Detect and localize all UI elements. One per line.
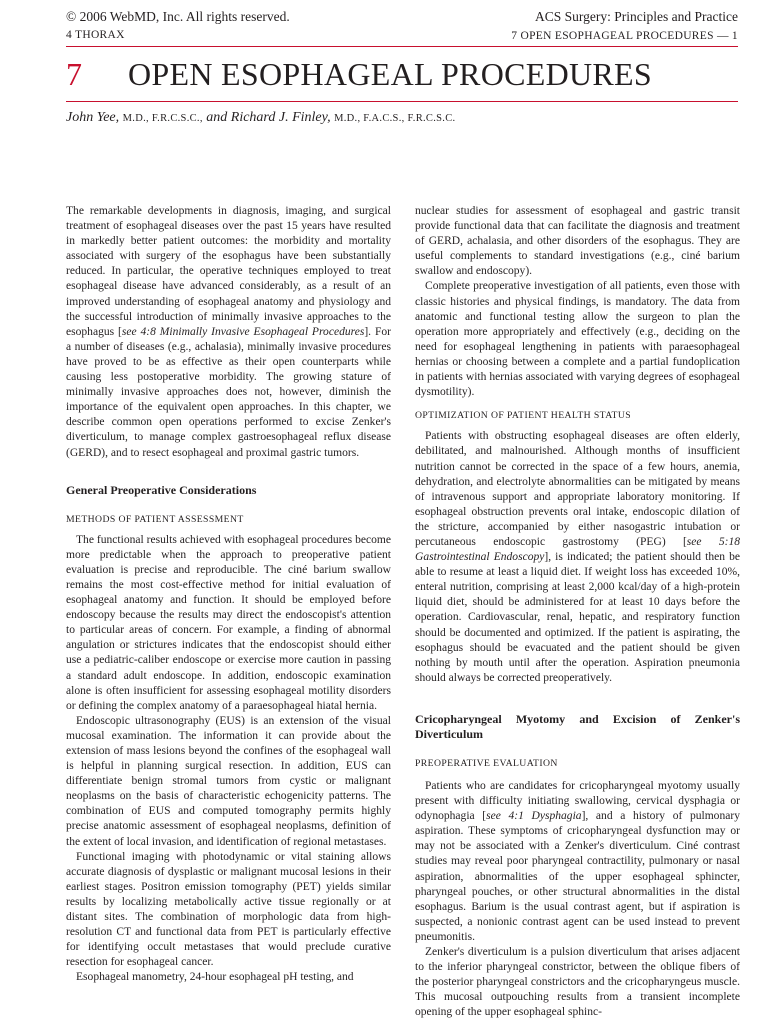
chapter-title-text: OPEN ESOPHAGEAL PROCEDURES [128,56,653,92]
author-name: Richard J. Finley, [230,110,331,125]
copyright-notice: © 2006 WebMD, Inc. All rights reserved. [66,9,290,24]
text-run: Patients who are candidates for cricopharyngeal myotomy usually present with difficulty initiating swallowing, cervical dysphagia or odynophagia [ [415,780,740,823]
section-label: 4 THORAX [66,29,125,41]
cross-reference: see 5:18 Gastrointestinal Endoscopy [415,535,740,564]
text-run: ]. For a number of diseases (e.g., achalasia), minimally invasive procedures have proved to be as effective as their open counterparts while causing less postoperative morbidity. The growing stature of minimally invasive approaches does not, however, diminish the importance of the equivalent open approaches. In this chapter, we describe common open operations performed to excise Zenker's diverticulum, to manage complex gastroesophageal reflux disease (GERD), and to resect esophageal and proximal gastric tumors. [66,325,391,459]
chapter-number: 7 [66,56,83,92]
intro-paragraph [66,204,391,461]
body-paragraph: Zenker's diverticulum is a pulsion diverticulum that arises adjacent to the inferior pharyngeal constrictor, between the oblique fibers of the posterior pharyngeal constrictors and the cricopharyngeus muscle. This mucosal outpouching results from a transient incomplete opening of the upper esophageal sphinc- [415,946,740,1019]
left-column [66,204,391,986]
body-paragraph: The functional results achieved with esophageal procedures become more predictable when the approach to preoperative patient evaluation is precise and reproducible. The ciné barium swallow remains the most cost-effective method for initial evaluation of esophageal anatomy and function. It should be employed before endoscopy because the results may direct the endoscopist's attention to particular areas of concern. For example, a finding of abnormal angulation or strictures indicates that the endoscopist should either use a pediatric-caliber endoscope or exercise more caution in passing a standard adult endoscope. In addition, endoscopic examination alone is often insufficient for assessing esophageal motility disorders or defining the complex anatomy of a paraesophageal hiatal hernia. [66,533,391,712]
subsection-heading: METHODS OF PATIENT ASSESSMENT [66,513,244,525]
chapter-title [66,54,746,94]
author-name: John Yee, [66,110,120,125]
author-credentials: M.D., F.R.C.S.C., [122,113,203,124]
body-paragraph [415,779,740,945]
text-run: ], and a history of pulmonary aspiration. These symptoms of cricopharyngeal dysfunction may or may not be associated with a Zenker's diverticulum. Ciné contrast studies may reveal poor pharyngeal contractility, pulmonary or nasal aspiration, abnormalities of the upper esophageal sphincter, pharyngeal pouches, or other structural abnormalities in the distal esophagus. Barium is the usual contrast agent, but if aspiration is suspected, a nonionic contrast agent can be used instead to prevent pneumonitis. [415,810,740,943]
author-conjunction: and [206,110,228,125]
subsection-heading: PREOPERATIVE EVALUATION [415,757,558,769]
title-rule [66,101,738,102]
author-line [66,110,455,126]
body-paragraph: nuclear studies for assessment of esophageal and gastric transit provide functional data that can facilitate the diagnosis and treatment of GERD, achalasia, and other disorders of the esophagus. They are useful complements to standard investigations (e.g., ciné barium swallow and endoscopy). [415,205,740,278]
author-credentials: M.D., F.A.C.S., F.R.C.S.C. [334,113,456,124]
header-rule [66,46,738,47]
book-title: ACS Surgery: Principles and Practice [535,9,738,24]
body-paragraph: Esophageal manometry, 24-hour esophageal pH testing, and [76,971,354,984]
subsection-heading: OPTIMIZATION OF PATIENT HEALTH STATUS [415,410,632,422]
section-heading: Cricopharyngeal Myotomy and Excision of Zenker's Diverticulum [415,711,740,741]
text-run: Patients with obstructing esophageal diseases are often elderly, debilitated, and malnourished. Although months of insufficient nutrition cannot be corrected in the space of a few hours, anemia, dehydration, and electrolyte abnormalities can be mitigated by means of intravenous support and appropriate laboratory monitoring. If esophageal obstruction prevents oral intake, endoscopic dilation of the stricture, accompanied by either nasogastric intubation or percutaneous endoscopic gastrostomy (PEG) [ [415,430,740,548]
text-run: ], is indicated; the patient should then be able to resume at least a liquid diet. If weight loss has exceeded 10%, enteral nutrition, comprising at least 2,000 kcal/day of a high-protein liquid diet, should be administered for at least 10 days before the operation. Cardiovascular, renal, hepatic, and respiratory function should be documented and optimized. If the patient is aspirating, the esophagus should be evacuated and the patient should be given nothing by mouth until after the operation. Aspiration pneumonia should always be corrected preoperatively. [415,551,740,684]
chapter-page-ref: 7 OPEN ESOPHAGEAL PROCEDURES — 1 [511,30,738,42]
body-paragraph: Functional imaging with photodynamic or vital staining allows accurate diagnosis of dysplastic or malignant mucosal lesions in their earliest stages. Positron emission tomography (PET) yields similar results by localizing metabolically active tissue regionally or at distant sites. The combination of morphologic data from high-resolution CT and functional data from PET is particularly effective for identifying occult metastases that would preclude curative resection for esophageal cancer. [66,850,391,969]
body-paragraph [415,429,740,686]
cross-reference: see 4:1 Dysphagia [486,810,582,823]
cross-reference: see 4:8 Minimally Invasive Esophageal Procedures [121,325,365,338]
text-run: The remarkable developments in diagnosis, imaging, and surgical treatment of esophageal diseases over the past 15 years have resulted in markedly better patient outcomes: the morbidity and mortality associated with surgery of the esophagus have been substantially reduced. In particular, the operative techniques employed to treat esophageal disease have advanced considerably, as a result of an improved understanding of esophageal anatomy and physiology and the successful introduction of minimally invasive approaches to the esophagus [ [66,205,391,338]
section-heading: General Preoperative Considerations [66,482,257,497]
body-paragraph: Endoscopic ultrasonography (EUS) is an extension of the visual mucosal examination. The information it can provide about the extension of mass lesions beyond the confines of the esophageal wall is helpful in planning surgical resection. In addition, EUS can differentiate benign stromal tumors from cystic or malignant neoplasms on the basis of characteristic echogenicity patterns. The combination of EUS and computed tomography permits highly precise anatomic assessment of esophageal neoplasms, definition of the extent of local invasion, and identification of regional metastases. [66,714,391,848]
body-paragraph: Complete preoperative investigation of all patients, even those with classic histories and physical findings, is mandatory. The data from anatomic and functional testing allow the surgeon to plan the operation more appropriately and effectively (e.g., deciding on the need for esophageal lengthening in patients with paraesophageal hernias or choosing between a complete and a partial fundoplication in patients with hernias associated with varying degrees of esophageal dysmotility). [415,280,740,399]
right-column [415,204,740,1021]
